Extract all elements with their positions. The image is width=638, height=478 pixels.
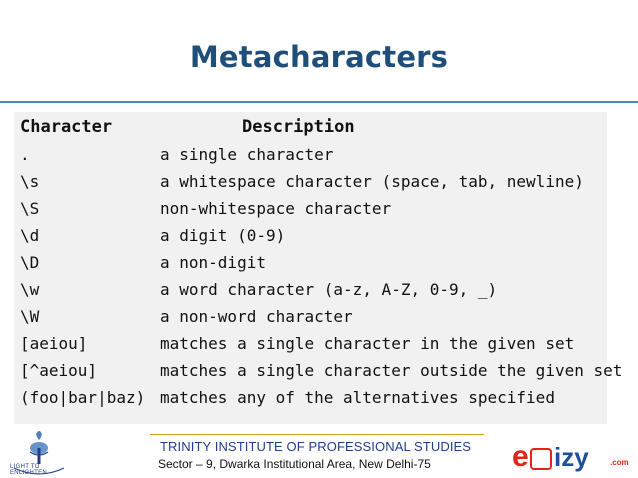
row-character: . xyxy=(20,145,30,164)
metacharacter-table xyxy=(14,112,623,424)
brand-mark-icon xyxy=(530,448,552,470)
row-character: \W xyxy=(20,307,40,326)
brand-logo-e: e xyxy=(512,440,529,473)
row-character: \D xyxy=(20,253,40,272)
brand-logo-suffix: .com xyxy=(610,458,629,467)
footer-address: Sector – 9, Dwarka Institutional Area, New Delhi-75 xyxy=(158,457,431,471)
footer-divider xyxy=(150,434,484,435)
footer-institute: TRINITY INSTITUTE OF PROFESSIONAL STUDIES xyxy=(160,439,472,454)
header-character: Character xyxy=(20,117,113,137)
row-description: matches a single character in the given set xyxy=(160,334,575,353)
header-description: Description xyxy=(242,117,355,137)
title-divider xyxy=(0,101,638,103)
row-description: a digit (0-9) xyxy=(160,226,286,245)
row-character: \w xyxy=(20,280,40,299)
row-character: \s xyxy=(20,172,40,191)
brand-logo xyxy=(512,440,628,474)
row-description: a non-word character xyxy=(160,307,353,326)
row-character: [aeiou] xyxy=(20,334,88,353)
institute-tagline: LIGHT TO ENLIGHTEN xyxy=(10,464,48,476)
row-description: a non-digit xyxy=(160,253,266,272)
row-description: a whitespace character (space, tab, newline) xyxy=(160,172,584,191)
institute-logo xyxy=(8,428,70,476)
row-description: matches a single character outside the given set xyxy=(160,361,623,380)
brand-logo-text: izy xyxy=(554,442,589,472)
slide-title: Metacharacters xyxy=(189,40,449,74)
row-description: a word character (a-z, A-Z, 0-9, _) xyxy=(160,280,498,299)
row-description: a single character xyxy=(160,145,334,164)
row-character: (foo|bar|baz) xyxy=(20,388,146,407)
row-character: [^aeiou] xyxy=(20,361,98,380)
row-description: matches any of the alternatives specified xyxy=(160,388,555,407)
row-character: \S xyxy=(20,199,40,218)
row-character: \d xyxy=(20,226,40,245)
row-description: non-whitespace character xyxy=(160,199,392,218)
